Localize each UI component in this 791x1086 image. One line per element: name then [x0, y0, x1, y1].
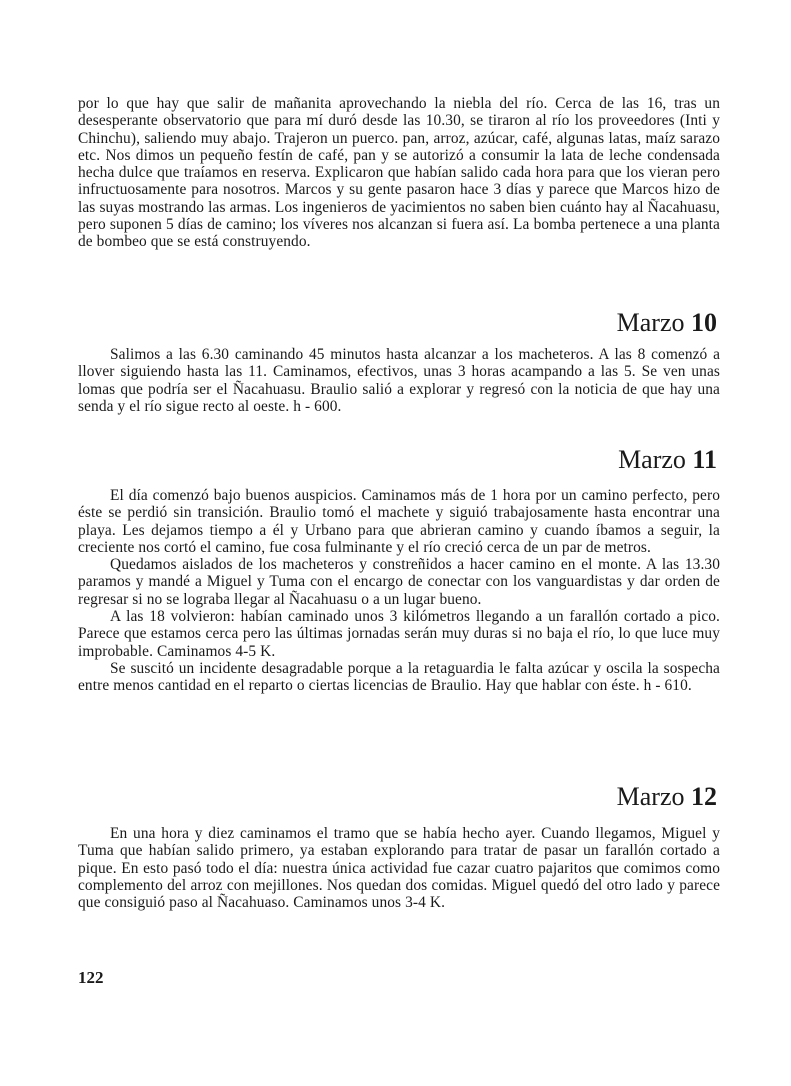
entry-paragraph: Salimos a las 6.30 caminando 45 minutos hasta alcanzar a los macheteros. A las 8 comenzó a llover siguiendo hasta las 11. Caminamos, efectivos, unas 3 horas acampando a las 5. Se ven unas lomas que podría ser el Ñacahuasu. Braulio salió a explorar y regresó con la noticia de que hay una senda y el río sigue recto al oeste. h - 600. [78, 346, 720, 415]
entry-paragraph: El día comenzó bajo buenos auspicios. Caminamos más de 1 hora por un camino perfecto, pero éste se perdió sin transición. Braulio tomó el machete y siguió trabajosamente hasta encontrar una playa. Les dejamos tiempo a él y Urbano para que abrieran camino y cuando íbamos a seguir, la creciente nos cortó el camino, fue cosa fulminante y el río creció cerca de un par de metros. [78, 487, 720, 556]
heading-day: 10 [691, 308, 717, 337]
heading-day: 11 [692, 445, 717, 474]
continuation-paragraph: por lo que hay que salir de mañanita aprovechando la niebla del río. Cerca de las 16, tras un desesperante observatorio que para mí duró desde las 10.30, se tiraron al río los proveedores (Inti y Chinchu), saliendo muy abajo. Trajeron un puerco. pan, arroz, azúcar, café, algunas latas, maíz sarazo etc. Nos dimos un pequeño festín de café, pan y se autorizó a consumir la lata de leche condensada hecha dulce que traíamos en reserva. Explicaron que habían salido cada hora para que los vieran pero infructuosamente para nosotros. Marcos y su gente pasaron hace 3 días y parece que Marcos hizo de las suyas mostrando las armas. Los ingenieros de yacimientos no saben bien cuánto hay al Ñacahuasu, pero suponen 5 días de camino; los víveres nos alcanzan si fuera así. La bomba pertenece a una planta de bombeo que se está construyendo. [78, 95, 720, 251]
entry-body-marzo-10 [78, 346, 720, 415]
entry-paragraph: Se suscitó un incidente desagradable porque a la retaguardia le falta azúcar y oscila la sospecha entre menos cantidad en el reparto o ciertas licencias de Braulio. Hay que hablar con éste. h - 610. [78, 659, 720, 695]
heading-month: Marzo [618, 445, 686, 474]
entry-heading-marzo-10 [617, 308, 717, 338]
continuation-text [78, 95, 720, 251]
entry-paragraph: A las 18 volvieron: habían caminado unos 3 kilómetros llegando a un farallón cortado a pico. Parece que estamos cerca pero las últimas jornadas serán muy duras si no baja el río, lo que luce muy improbable. Caminamos 4-5 K. [78, 608, 720, 660]
heading-month: Marzo [616, 308, 685, 337]
heading-day: 12 [691, 782, 717, 811]
page-number: 122 [78, 968, 104, 987]
entry-heading-marzo-11 [618, 445, 717, 475]
heading-month: Marzo [616, 782, 685, 811]
entry-paragraph: Quedamos aislados de los macheteros y constreñidos a hacer camino en el monte. A las 13.30 paramos y mandé a Miguel y Tuma con el encargo de conectar con los vanguardistas y dar orden de regresar si no se lograba llegar al Ñacahuasu o a un lugar bueno. [78, 556, 720, 608]
entry-body-marzo-11 [78, 487, 720, 695]
entry-body-marzo-12 [78, 825, 720, 911]
entry-paragraph: En una hora y diez caminamos el tramo que se había hecho ayer. Cuando llegamos, Miguel y Tuma que habían salido primero, ya estaban explorando para tratar de pasar un farallón cortado a pique. En esto pasó todo el día: nuestra única actividad fue cazar cuatro pajaritos que comimos como complemento del arroz con mejillones. Nos quedan dos comidas. Miguel quedó del otro lado y parece que consiguió paso al Ñacahuaso. Caminamos unos 3-4 K. [78, 825, 720, 912]
entry-heading-marzo-12 [617, 782, 717, 812]
